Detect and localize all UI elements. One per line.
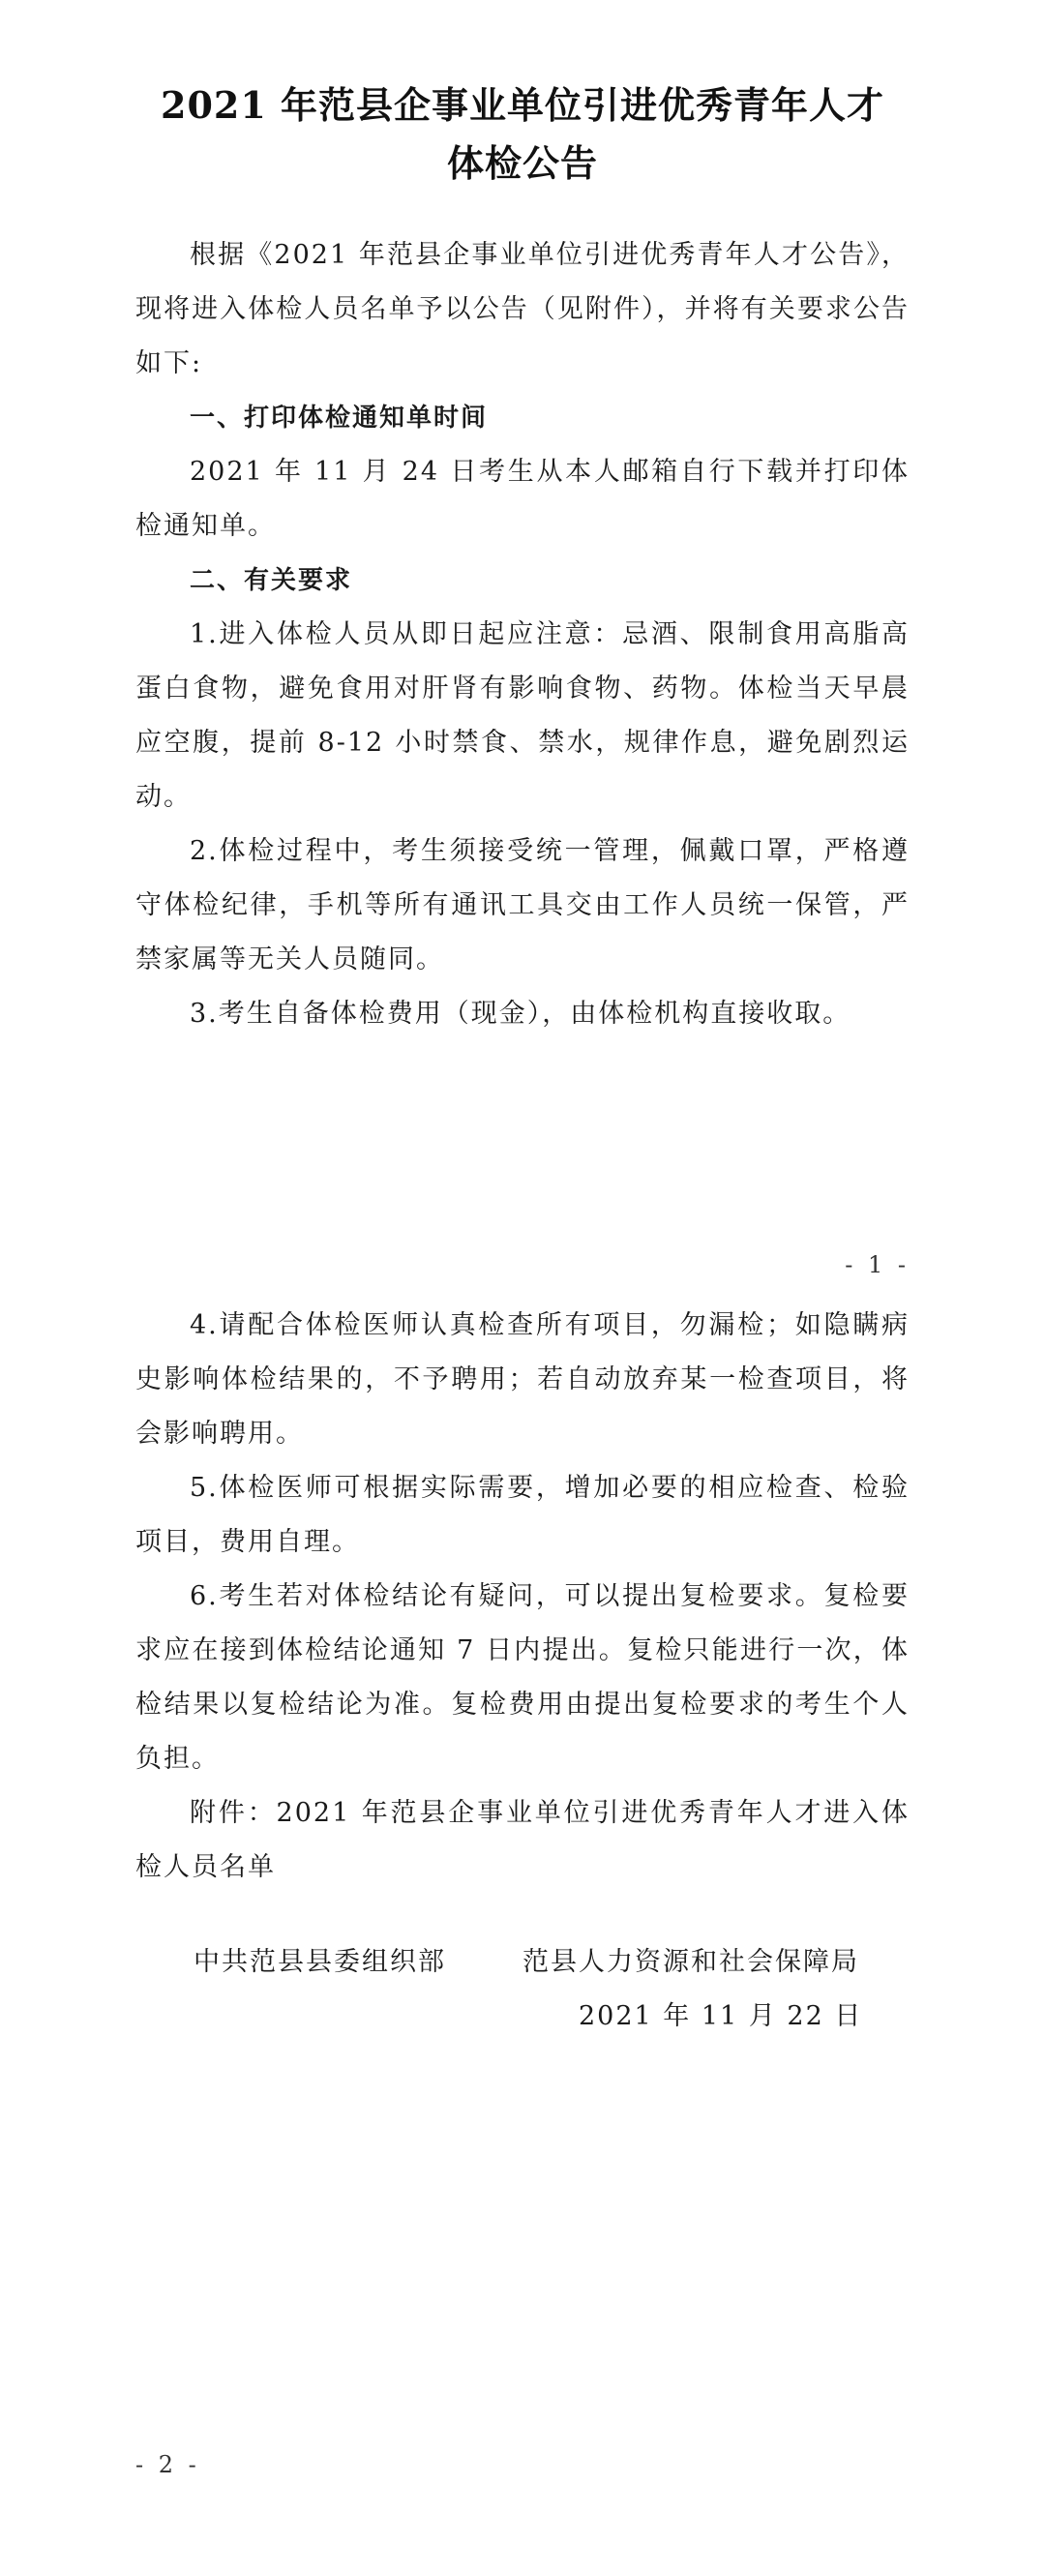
section-1-heading: 一、打印体检通知单时间: [190, 404, 489, 433]
signature-org-1: 中共范县县委组织部: [194, 1947, 446, 1977]
attachment-note: 附件：2021 年范县企事业单位引进优秀青年人才进入体检人员名单: [135, 1798, 910, 1882]
document-title-line-2: 体检公告: [446, 141, 598, 185]
requirement-item-6: 6.考生若对体检结论有疑问，可以提出复检要求。复检要求应在接到体检结论通知 7 日内提出。复检只能进行一次，体检结果以复检结论为准。复检费用由提出复检要求的考生个人负担。: [135, 1581, 910, 1774]
requirement-item-4: 4.请配合体检医师认真检查所有项目，勿漏检；如隐瞒病史影响体检结果的，不予聘用；若自动放弃某一检查项目，将会影响聘用。: [135, 1310, 910, 1449]
section-1-text: 2021 年 11 月 24 日考生从本人邮箱自行下载并打印体检通知单。: [135, 457, 910, 541]
requirement-item-1: 1.进入体检人员从即日起应注意：忌酒、限制食用高脂高蛋白食物，避免食用对肝肾有影响食物、药物。体检当天早晨应空腹，提前 8-12 小时禁食、禁水，规律作息，避免剧烈运动。: [135, 619, 910, 812]
requirement-item-2: 2.体检过程中，考生须接受统一管理，佩戴口罩，严格遵守体检纪律，手机等所有通讯工具交由工作人员统一保管，严禁家属等无关人员随同。: [135, 836, 910, 974]
page-number-1: - 1 -: [845, 1251, 910, 1278]
signature-org-2: 范县人力资源和社会保障局: [522, 1947, 859, 1977]
section-2-heading: 二、有关要求: [190, 566, 353, 595]
requirement-item-3: 3.考生自备体检费用（现金），由体检机构直接收取。: [190, 999, 851, 1029]
requirement-item-5: 5.体检医师可根据实际需要，增加必要的相应检查、检验项目，费用自理。: [135, 1473, 910, 1557]
intro-paragraph: 根据《2021 年范县企事业单位引进优秀青年人才公告》，现将进入体检人员名单予以公告（见附件），并将有关要求公告如下:: [135, 240, 910, 378]
page-number-2: - 2 -: [135, 2451, 200, 2478]
signature-date: 2021 年 11 月 22 日: [579, 2001, 863, 2031]
document-title-line-1: 2021 年范县企事业单位引进优秀青年人才: [161, 83, 884, 127]
